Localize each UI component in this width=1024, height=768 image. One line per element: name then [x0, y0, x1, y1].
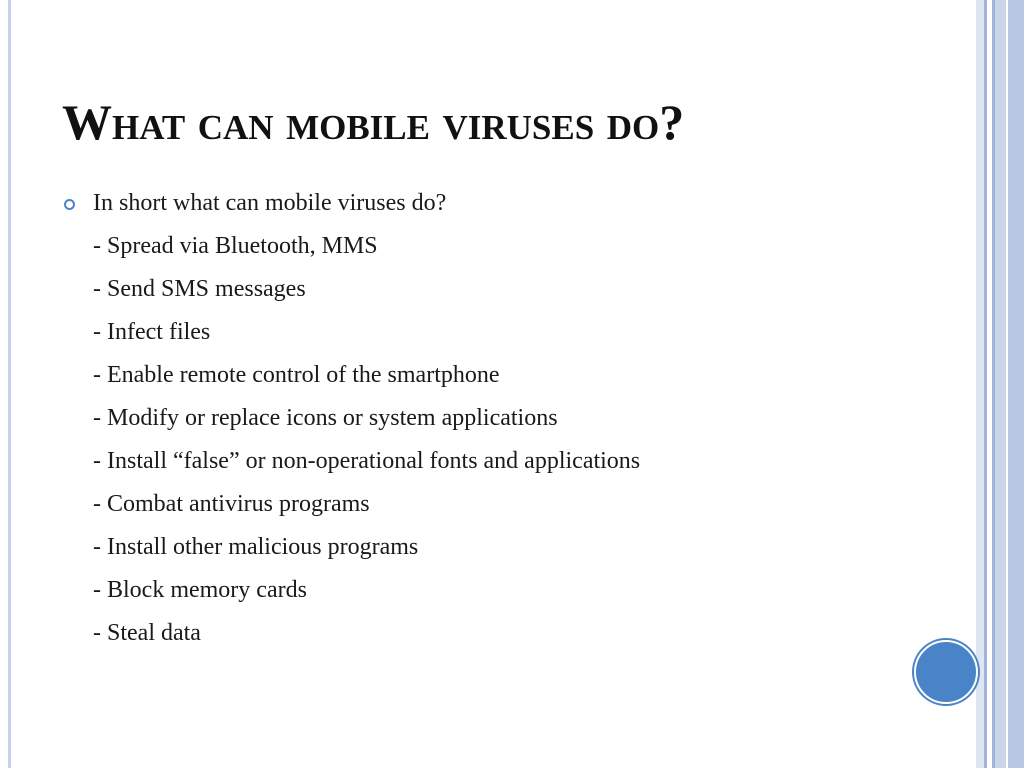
circle-bullet-icon — [64, 199, 75, 210]
slide-title: What can mobile viruses do? — [62, 94, 685, 150]
bullet-list — [62, 184, 942, 657]
list-item — [62, 571, 942, 614]
right-border-band — [976, 0, 984, 768]
bullet-text: In short what can mobile viruses do? — [93, 190, 447, 216]
right-border-band — [1008, 0, 1024, 768]
list-item-text: - Steal data — [93, 620, 201, 646]
right-border-band — [995, 0, 1006, 768]
list-item-text: - Infect files — [93, 319, 211, 345]
bullet-item-intro — [62, 184, 942, 227]
list-item — [62, 399, 942, 442]
list-item-text: - Install other malicious programs — [93, 534, 419, 560]
list-item — [62, 485, 942, 528]
list-item — [62, 356, 942, 399]
list-item — [62, 227, 942, 270]
left-border-rule — [8, 0, 11, 768]
list-item-text: - Combat antivirus programs — [93, 491, 370, 517]
list-item-text: - Modify or replace icons or system applications — [93, 405, 558, 431]
list-item-text: - Enable remote control of the smartphone — [93, 362, 500, 388]
list-item-text: - Send SMS messages — [93, 276, 306, 302]
list-item — [62, 313, 942, 356]
list-item — [62, 614, 942, 657]
list-item — [62, 442, 942, 485]
list-item-text: - Spread via Bluetooth, MMS — [93, 233, 378, 259]
list-item — [62, 528, 942, 571]
list-item — [62, 270, 942, 313]
decorative-circle-icon — [914, 640, 978, 704]
list-item-text: - Block memory cards — [93, 577, 307, 603]
list-item-text: - Install “false” or non-operational fonts and applications — [93, 448, 641, 474]
